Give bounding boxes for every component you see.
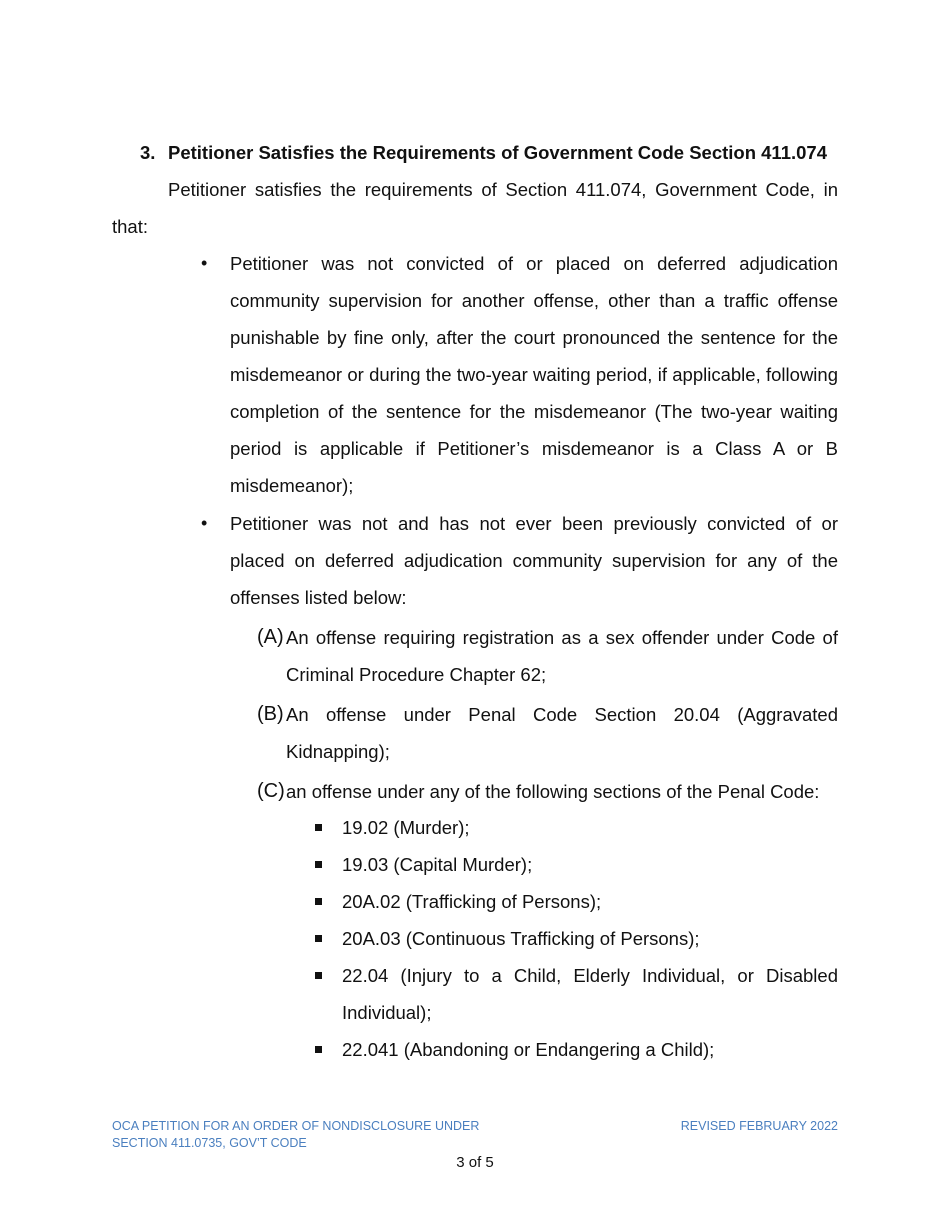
footer-left-line-2: SECTION 411.0735, GOV’T CODE: [112, 1136, 307, 1150]
footer-left-line-1: OCA PETITION FOR AN ORDER OF NONDISCLOSURE UNDER: [112, 1119, 480, 1133]
subitem-b: An offense under Penal Code Section 20.04 (Aggravated Kidnapping);: [286, 704, 838, 762]
penal-section-item: 22.041 (Abandoning or Endangering a Child);: [342, 1039, 715, 1060]
section-title: Petitioner Satisfies the Requirements of Government Code Section 411.074: [168, 142, 827, 163]
subitem-c: an offense under any of the following sections of the Penal Code:: [286, 781, 820, 802]
square-bullet-icon: [315, 898, 322, 905]
bullet-item-1: Petitioner was not convicted of or placed on deferred adjudication community supervision for another offense, other than a traffic offense punishable by fine only, after the court pronounced the sentence for the misdemeanor or during the two-year waiting period, if applicable, following completion of the sentence for the misdemeanor (The two-year waiting period is applicable if Petitioner’s misdemeanor is a Class A or B misdemeanor);: [230, 253, 838, 496]
bullet-icon: •: [201, 253, 208, 273]
subitem-a: An offense requiring registration as a sex offender under Code of Criminal Procedure Chapter 62;: [286, 627, 838, 685]
bullet-icon: •: [201, 513, 208, 533]
square-bullet-icon: [315, 1046, 322, 1053]
subitem-label-b: (B): [257, 703, 284, 725]
section-heading: [140, 137, 827, 169]
square-bullet-icon: [315, 972, 322, 979]
penal-section-item: 20A.03 (Continuous Trafficking of Persons);: [342, 928, 700, 949]
penal-section-item: 19.03 (Capital Murder);: [342, 854, 533, 875]
subitem-label-c: (C): [257, 780, 285, 802]
bullet-item-2: Petitioner was not and has not ever been previously convicted of or placed on deferred adjudication community supervision for any of the offenses listed below:: [230, 513, 838, 608]
penal-section-item: 20A.02 (Trafficking of Persons);: [342, 891, 602, 912]
subitem-label-a: (A): [257, 626, 284, 648]
square-bullet-icon: [315, 824, 322, 831]
footer-form-title: [112, 1118, 479, 1152]
penal-section-item: 19.02 (Murder);: [342, 817, 470, 838]
intro-paragraph: Petitioner satisfies the requirements of Section 411.074, Government Code, in that:: [112, 179, 838, 237]
section-number: 3.: [140, 142, 156, 163]
page-number: 3 of 5: [456, 1154, 494, 1171]
footer-revision-date: REVISED FEBRUARY 2022: [680, 1119, 838, 1133]
square-bullet-icon: [315, 861, 322, 868]
square-bullet-icon: [315, 935, 322, 942]
penal-section-item: 22.04 (Injury to a Child, Elderly Individual, or Disabled Individual);: [342, 965, 838, 1023]
